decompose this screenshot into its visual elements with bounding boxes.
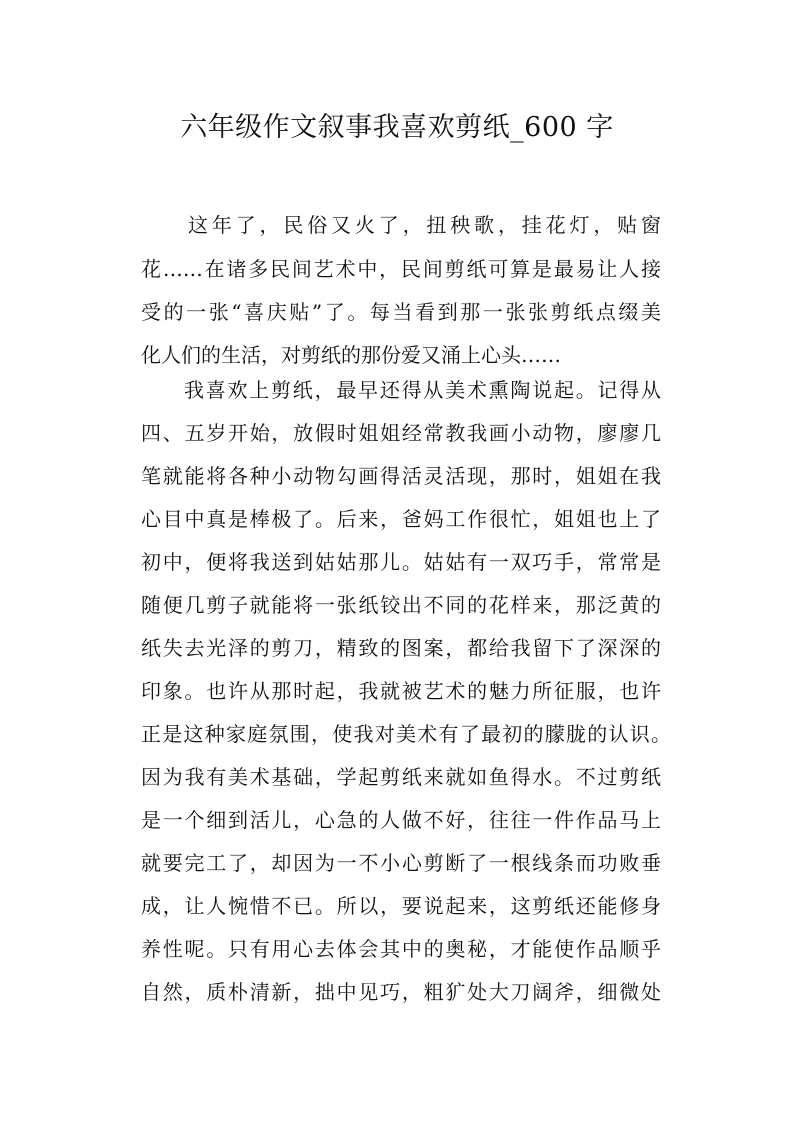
paragraph-line: 初中，便将我送到姑姑那儿。姑姑有一双巧手，常常是 xyxy=(141,550,661,574)
paragraph-line: 因为我有美术基础，学起剪纸来就如鱼得水。不过剪纸 xyxy=(141,765,661,789)
paragraph-line: 随便几剪子就能将一张纸铰出不同的花样来，那泛黄的 xyxy=(141,593,661,617)
paragraph-line: 养性呢。只有用心去体会其中的奥秘，才能使作品顺乎 xyxy=(141,937,661,961)
paragraph-line: 受的一张“喜庆贴”了。每当看到那一张张剪纸点缀美 xyxy=(141,300,661,324)
paragraph-line: 心目中真是棒极了。后来，爸妈工作很忙，姐姐也上了 xyxy=(141,507,661,531)
paragraph-line: 正是这种家庭氛围，使我对美术有了最初的朦胧的认识。 xyxy=(141,722,671,746)
paragraph-line: 纸失去光泽的剪刀，精致的图案，都给我留下了深深的 xyxy=(141,636,661,660)
document-title: 六年级作文叙事我喜欢剪纸_600 字 xyxy=(180,112,614,143)
paragraph-line: 就要完工了，却因为一不小心剪断了一根线条而功败垂 xyxy=(141,851,661,875)
paragraph-line: 四、五岁开始，放假时姐姐经常教我画小动物，廖廖几 xyxy=(141,421,661,445)
paragraph-line: 自然，质朴清新，拙中见巧，粗犷处大刀阔斧，细微处 xyxy=(141,980,661,1004)
paragraph-line: 我喜欢上剪纸，最早还得从美术熏陶说起。记得从 xyxy=(184,378,661,402)
paragraph-line: 化人们的生活，对剪纸的那份爱又涌上心头…… xyxy=(141,343,561,367)
paragraph-line: 笔就能将各种小动物勾画得活灵活现，那时，姐姐在我 xyxy=(141,464,661,488)
paragraph-line: 这年了，民俗又火了，扭秧歌，挂花灯，贴窗 xyxy=(188,213,661,237)
paragraph-line: 是一个细到活儿，心急的人做不好，往往一件作品马上 xyxy=(141,808,661,832)
paragraph-line: 印象。也许从那时起，我就被艺术的魅力所征服，也许 xyxy=(141,679,661,703)
paragraph-line: 成，让人惋惜不已。所以，要说起来，这剪纸还能修身 xyxy=(141,894,661,918)
paragraph-line: 花……在诸多民间艺术中，民间剪纸可算是最易让人接 xyxy=(141,257,661,281)
